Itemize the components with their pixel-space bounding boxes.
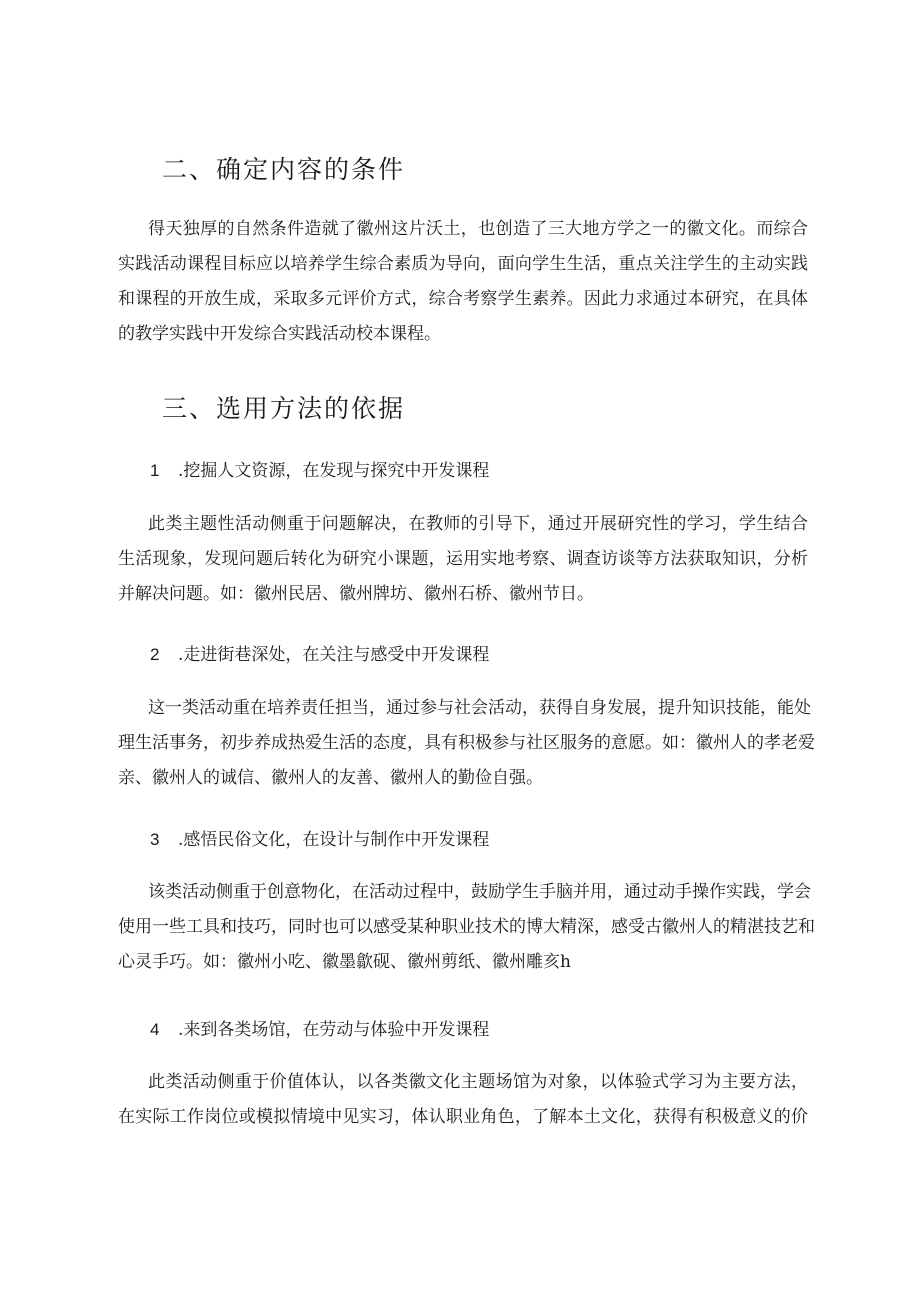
- method-item-2-title: [150, 640, 489, 665]
- paragraph-line: 和课程的开放生成，采取多元评价方式，综合考察学生素养。因此力求通过本研究，在具体: [118, 289, 808, 309]
- paragraph-line: 亲、徽州人的诚信、徽州人的友善、徽州人的勤俭自强。: [118, 768, 543, 788]
- item-title: .走进街巷深处，在关注与感受中开发课程: [178, 645, 490, 665]
- item-title: .感悟民俗文化，在设计与制作中开发课程: [178, 830, 490, 850]
- item-number: 2: [150, 645, 160, 664]
- method-item-1-title: [150, 456, 489, 481]
- paragraph-line: 使用一些工具和技巧，同时也可以感受某种职业技术的博大精深，感受古徽州人的精湛技艺和: [118, 917, 815, 937]
- paragraph-conditions: [118, 212, 808, 352]
- paragraph-line: 实践活动课程目标应以培养学生综合素质为导向，面向学生生活，重点关注学生的主动实践: [118, 254, 808, 274]
- paragraph-line: 理生活事务，初步养成热爱生活的态度，具有积极参与社区服务的意愿。如：徽州人的孝老爱: [118, 733, 815, 753]
- item-number: 4: [150, 1020, 160, 1039]
- method-item-1-paragraph: [118, 507, 808, 612]
- section-heading-methods: 三、选用方法的依据: [162, 394, 406, 423]
- paragraph-line: 该类活动侧重于创意物化，在活动过程中，鼓励学生手脑并用，通过动手操作实践，学会: [148, 882, 811, 902]
- method-item-2-paragraph: [118, 691, 815, 796]
- paragraph-line: 心灵手巧。如：徽州小吃、徽墨歙砚、徽州剪纸、徽州雕亥h: [118, 952, 571, 972]
- paragraph-line: 此类主题性活动侧重于问题解决，在教师的引导下，通过开展研究性的学习，学生结合: [148, 514, 808, 534]
- item-title: .来到各类场馆，在劳动与体验中开发课程: [178, 1020, 490, 1040]
- paragraph-line: 生活现象，发现问题后转化为研究小课题，运用实地考察、调查访谈等方法获取知识，分析: [118, 549, 808, 569]
- method-item-4-paragraph: [118, 1065, 808, 1135]
- paragraph-line: 此类活动侧重于价值体认，以各类徽文化主题场馆为对象，以体验式学习为主要方法，: [148, 1072, 808, 1092]
- paragraph-line: 并解决问题。如：徽州民居、徽州牌坊、徽州石桥、徽州节日。: [118, 584, 594, 604]
- paragraph-line: 这一类活动重在培养责任担当，通过参与社会活动，获得自身发展，提升知识技能，能处: [148, 698, 811, 718]
- item-title: .挖掘人文资源，在发现与探究中开发课程: [178, 461, 490, 481]
- method-item-4-title: [150, 1015, 489, 1040]
- method-item-3-title: [150, 825, 489, 850]
- item-number: 1: [150, 461, 160, 480]
- paragraph-line: 在实际工作岗位或模拟情境中见实习，体认职业角色，了解本土文化，获得有积极意义的价: [118, 1107, 808, 1127]
- section-heading-conditions: 二、确定内容的条件: [162, 155, 406, 184]
- method-item-3-paragraph: [118, 875, 815, 980]
- paragraph-line: 得天独厚的自然条件造就了徽州这片沃土，也创造了三大地方学之一的徽文化。而综合: [148, 219, 808, 239]
- paragraph-line: 的教学实践中开发综合实践活动校本课程。: [118, 324, 441, 344]
- item-number: 3: [150, 830, 160, 849]
